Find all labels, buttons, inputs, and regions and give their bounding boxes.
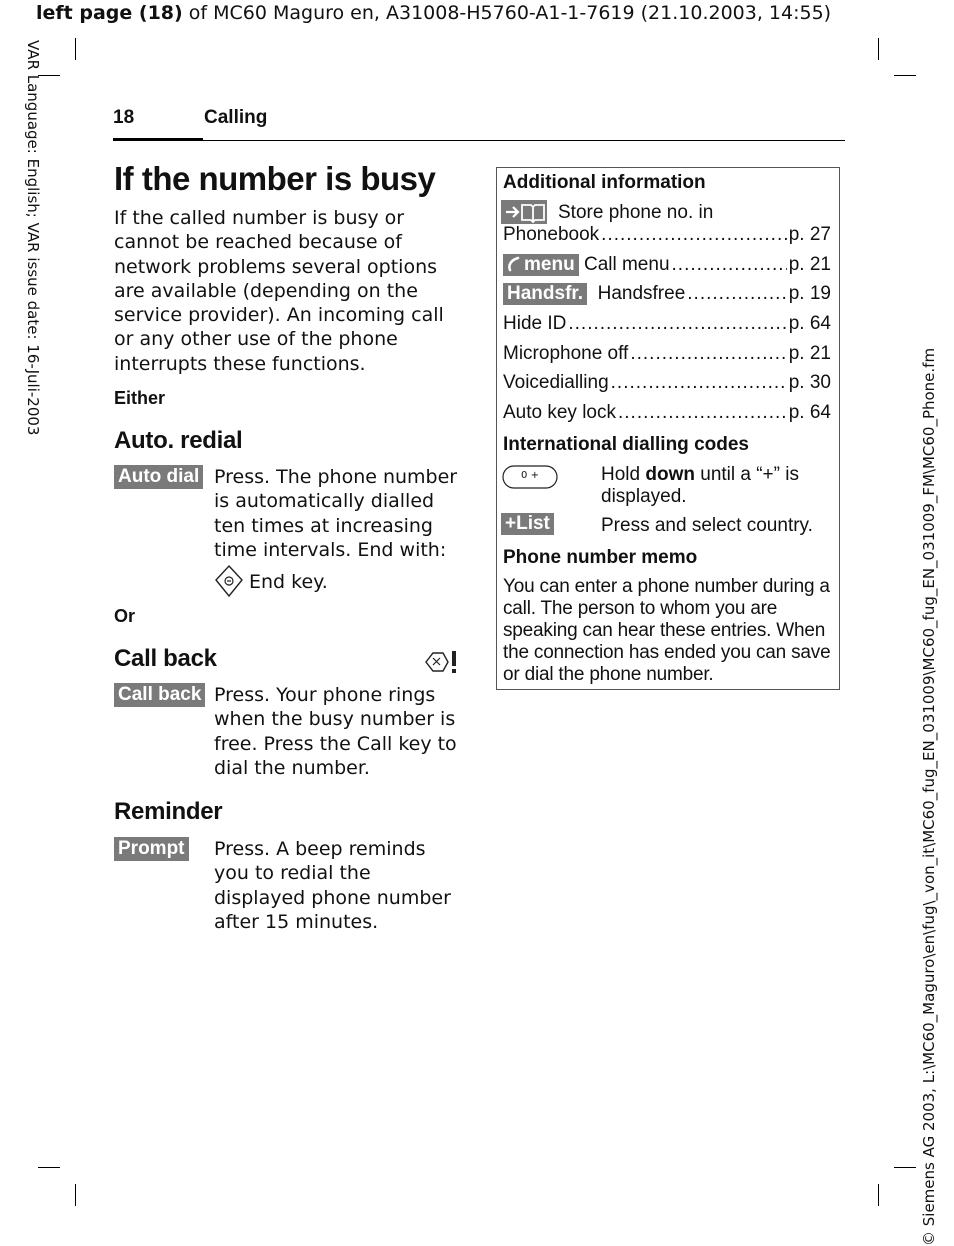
key-lock-page: p. 64 (788, 402, 831, 423)
auto-dial-softkey[interactable]: Auto dial (114, 465, 203, 489)
intl-heading: International dialling codes (503, 434, 749, 455)
file-header-rest: of MC60 Maguro en, A31008-H5760-A1-1-7619 (21.10.2003, 14:55) (182, 2, 832, 24)
call-back-text: Press. Your phone rings when the busy number is free. Press the Call key to dial the number. (214, 684, 457, 779)
hold-bold: down (645, 464, 695, 485)
ref-row-microphone (503, 343, 831, 365)
or-label: Or (114, 606, 136, 626)
ref-row-handsfree (503, 283, 831, 305)
crop-mark (878, 1184, 879, 1206)
leader-dots (672, 254, 787, 276)
list-text: Press and select country. (601, 515, 813, 536)
call-menu-page: p. 21 (788, 254, 831, 275)
either-label: Either (114, 388, 166, 408)
crop-mark (878, 38, 879, 60)
auto-redial-text: Press. The phone number is automatically dialled ten times at increasing time intervals. End with: (214, 466, 458, 561)
call-menu-label: Call menu (583, 254, 670, 275)
info-heading: Additional information (503, 172, 706, 193)
call-back-heading: Call back (114, 645, 217, 672)
side-right-text: © Siemens AG 2003, L:\MC60_Maguro\en\fug\_von_it\MC60_fug_EN_031009\MC60_fug_EN_031009_FM\MC60_Phone.fm (920, 347, 938, 1246)
hold-prefix: Hold (601, 464, 646, 485)
file-header (36, 2, 831, 24)
header-rule-thick (113, 138, 203, 141)
intro-paragraph: If the called number is busy or cannot be reached because of network problems several options are available (depending on the service provider). An incoming call or any other use of the phone interrupts these functions. (114, 207, 444, 375)
header-rule (113, 140, 845, 141)
additional-info-box (496, 167, 840, 690)
zero-plus-key-label: 0 + (521, 470, 539, 481)
store-phonebook-icon (501, 200, 547, 224)
ref-row-key-lock (503, 402, 831, 424)
hide-id-page: p. 64 (788, 313, 831, 334)
memo-heading: Phone number memo (503, 547, 698, 568)
side-left-text: VAR Language: English; VAR issue date: 16-Juli-2003 (24, 40, 42, 436)
auto-redial-heading: Auto. redial (114, 427, 243, 454)
ref-row-hide-id (503, 313, 831, 335)
leader-dots (687, 283, 786, 305)
crop-mark (38, 1167, 60, 1168)
ref-row-call-menu (503, 254, 831, 276)
hold-suffix: until a “+” is displayed. (601, 464, 799, 507)
store-line-1: Store phone no. in (558, 202, 714, 223)
handsfree-softkey[interactable]: Handsfr. (503, 283, 587, 305)
menu-softkey[interactable] (503, 254, 579, 276)
menu-softkey-label: menu (524, 254, 575, 275)
chapter-title: Calling (204, 107, 268, 128)
network-dependent-icon (422, 648, 460, 676)
store-ref-row (503, 224, 831, 246)
handsfree-label: Handsfree (597, 283, 686, 304)
leader-dots (618, 402, 787, 424)
leader-dots (611, 372, 787, 394)
ref-row-voicedialling (503, 372, 831, 394)
hide-id-label: Hide ID (503, 313, 567, 334)
file-header-bold: left page (18) (36, 2, 183, 24)
page-number: 18 (113, 107, 135, 128)
page-title: If the number is busy (114, 160, 436, 197)
crop-mark (75, 1184, 76, 1206)
memo-text: You can enter a phone number during a call. The person to whom you are speaking can hear these entries. When the connection has ended you can save or dial the phone number. (503, 576, 831, 685)
leader-dots (601, 224, 787, 246)
microphone-label: Microphone off (503, 343, 629, 364)
side-left-note (6, 40, 46, 520)
voicedialling-page: p. 30 (788, 372, 831, 393)
prompt-softkey[interactable]: Prompt (114, 837, 189, 861)
leader-dots (568, 313, 786, 335)
leader-dots (630, 343, 786, 365)
call-back-softkey[interactable]: Call back (114, 683, 205, 707)
zero-plus-key-icon[interactable] (501, 464, 559, 490)
handsfree-page: p. 19 (788, 283, 831, 304)
end-key-text: End key. (249, 571, 328, 593)
voicedialling-label: Voicedialling (503, 372, 609, 393)
store-page: p. 27 (788, 224, 831, 245)
side-right-note (914, 230, 944, 1246)
key-lock-label: Auto key lock (503, 402, 616, 423)
reminder-heading: Reminder (114, 798, 223, 825)
store-label: Phonebook (503, 224, 600, 245)
end-key-icon (214, 564, 244, 598)
microphone-page: p. 21 (788, 343, 831, 364)
list-softkey[interactable]: +List (501, 513, 554, 535)
crop-mark (894, 1167, 916, 1168)
hold-down-text (601, 464, 801, 508)
crop-mark (894, 75, 916, 76)
list-softkey-wrap (501, 513, 554, 535)
crop-mark (75, 38, 76, 60)
reminder-text: Press. A beep reminds you to redial the displayed phone number after 15 minutes. (214, 838, 451, 933)
